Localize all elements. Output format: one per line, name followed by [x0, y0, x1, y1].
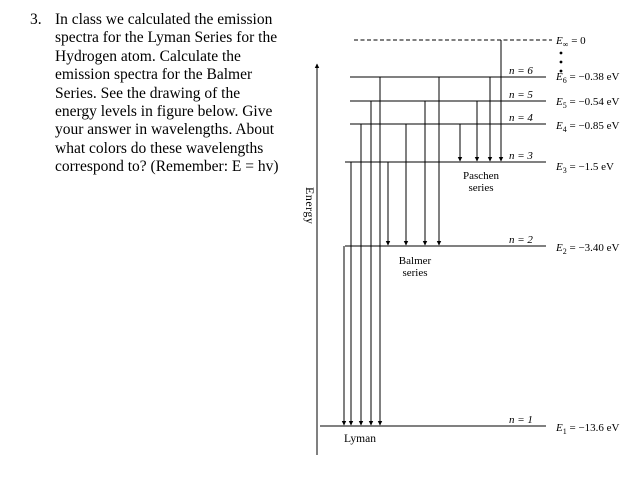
question-line: energy levels in figure below. Give	[55, 103, 273, 121]
question-line: spectra for the Lyman Series for the	[55, 29, 278, 47]
question-line: correspond to? (Remember: E = hv)	[55, 158, 279, 176]
energy-label: $E_5 = -0.54$ eV	[556, 96, 620, 110]
energy-label: $E_1 = -13.6$ eV	[556, 422, 620, 436]
energy-label: $E_2 = -3.40$ eV	[556, 242, 620, 256]
lyman-arrows	[344, 77, 380, 425]
paschen-label: series	[468, 182, 494, 194]
question-line: what colors do these wavelengths	[55, 139, 264, 157]
balmer-label: series	[402, 267, 428, 279]
question-line: In class we calculated the emission	[55, 11, 273, 28]
question-number: 3.	[30, 11, 42, 28]
energy-axis-label: Energy	[303, 187, 317, 225]
level-n-label: n = 2	[509, 234, 533, 246]
balmer-arrows	[388, 77, 439, 245]
paschen-label: Paschen	[462, 170, 500, 182]
energy-label: $E_6 = -0.38$ eV	[556, 71, 620, 85]
question-line: your answer in wavelengths. About	[55, 121, 275, 139]
level-n-label: n = 6	[509, 65, 533, 77]
level-n-label: n = 5	[509, 89, 533, 101]
question-line: emission spectra for the Balmer	[55, 66, 253, 84]
energy-label: $E_4 = -0.85$ eV	[556, 120, 620, 134]
level-n-label: n = 3	[509, 150, 533, 162]
energy-label: $E_3 = -1.5$ eV	[556, 161, 614, 175]
question-line: Hydrogen atom. Calculate the	[55, 47, 241, 65]
question-line: Series. See the drawing of the	[55, 84, 241, 102]
vertical-ellipsis	[560, 52, 563, 73]
energy-label-infinity: $E_\infty = 0$	[556, 35, 586, 49]
level-n-label: n = 1	[509, 414, 533, 426]
level-n-label: n = 4	[509, 112, 533, 124]
lyman-label: Lyman	[344, 433, 376, 445]
balmer-label: Balmer	[398, 255, 432, 267]
